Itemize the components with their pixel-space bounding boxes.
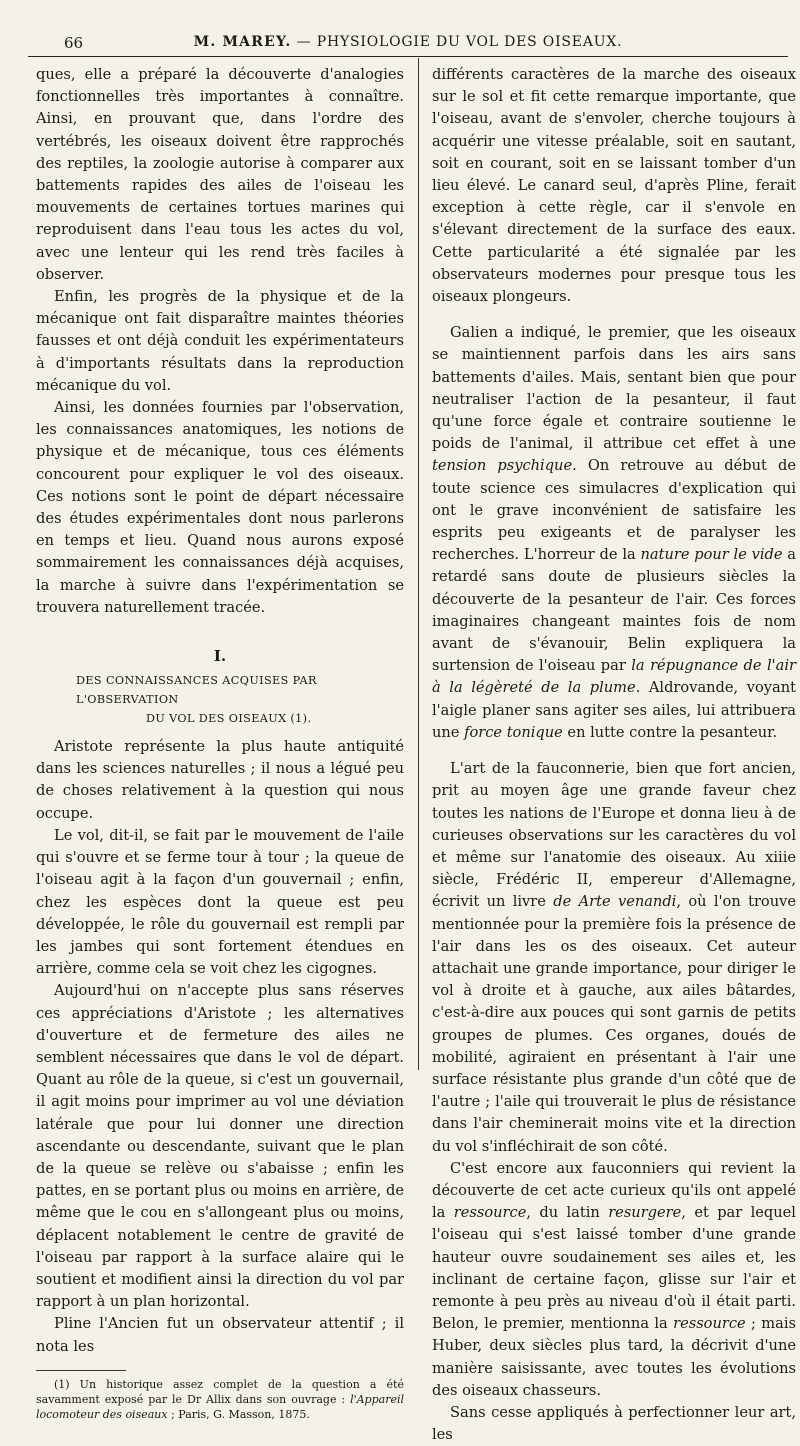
text-run: , et par lequel l'oiseau qui s'est laissé tomber d'une grande hauteur ouvre soudainement ses ailes et, les inclinant de certaine façon, glisse sur l'air et remonte à peu près au niveau d'où il était parti. Belon, le premier, mentionna la [432, 1204, 796, 1333]
footnote [36, 1377, 404, 1422]
paragraph: Aristote représente la plus haute antiquité dans les sciences naturelles ; il nous a légué peu de choses relativement à la question qui nous occupe. [36, 738, 404, 822]
running-header [28, 26, 788, 57]
book-title: PHYSIOLOGIE DU VOL DES OISEAUX. [316, 34, 623, 50]
italic-term: la répugnance de l'air à la légèreté de la plume [432, 657, 796, 697]
title-dash: — [291, 34, 317, 50]
paragraph [432, 322, 796, 744]
running-title [28, 34, 788, 50]
section-title [36, 671, 404, 728]
footnote-text: (1) Un historique assez complet de la question a été savamment exposé par le Dr Allix dans son ouvrage : [36, 1377, 404, 1406]
section-title-line: DU VOL DES OISEAUX (1). [146, 712, 312, 726]
paragraph [432, 758, 796, 1158]
paragraph: Sans cesse appliqués à perfectionner leur art, les [432, 1403, 796, 1444]
section-title-line: DES CONNAISSANCES ACQUISES PAR L'OBSERVATION [76, 674, 317, 707]
paragraph: Pline l'Ancien fut un observateur attentif ; il nota les [36, 1315, 404, 1355]
italic-term: de Arte venandi [553, 893, 677, 911]
paragraph: Le vol, dit-il, se fait par le mouvement de l'aile qui s'ouvre et se ferme tour à tour ; la queue de l'oiseau agit à la façon d'un gouvernail ; enfin, chez les espèces dont la queue est peu développée, le rôle du gouvernail est rempli par les jambes qui sont fortement étendues en arrière, comme cela se voit chez les cigognes. [36, 826, 404, 978]
footnote-rule [36, 1370, 126, 1371]
left-column [36, 64, 404, 1422]
paragraph-gap [432, 744, 796, 758]
text-run: . Aldrovande, voyant l'aigle planer sans agiter ses ailes, lui attribuera une [432, 679, 796, 741]
text-run: a retardé sans doute de plusieurs siècles la découverte de la pesanteur de l'air. Ces forces imaginaires changeant maintes fois de nom avant de s'évanouir, Belin expliquera la surtension de l'oiseau par [432, 546, 797, 675]
italic-term: tension psychique [432, 457, 573, 475]
paragraph: ques, elle a préparé la découverte d'analogies fonctionnelles très importantes à connaître. Ainsi, en prouvant que, dans l'ordre des vertébrés, les oiseaux doivent être rapprochés des reptiles, la zoologie autorise à comparer aux battements rapides des ailes de l'oiseau les mouvements de certaines tortues marines qui reproduisent dans l'eau tous les actes du vol, avec une lenteur qui les rend très faciles à observer. [36, 66, 404, 283]
italic-term: ressource [673, 1315, 746, 1333]
text-run: . On retrouve au début de toute science ces simulacres d'explication qui ont le grave inconvénient de satisfaire les esprits peu exigeants et de paralyser les recherches. L'horreur de la [432, 457, 796, 564]
italic-term: ressource [453, 1204, 527, 1222]
italic-term: resurgere [608, 1204, 682, 1222]
text-run: en lutte contre la pesanteur. [562, 723, 778, 741]
text-run: C'est encore aux fauconniers qui revient la découverte de cet acte curieux qu'ils ont appelé la [432, 1159, 796, 1222]
section-number: I. [213, 647, 227, 666]
paragraph: Ainsi, les données fournies par l'observation, les connaissances anatomiques, les notions de physique et de mécanique, tous ces éléments concourent pour expliquer le vol des oiseaux. Ces notions sont le point de départ nécessaire des études expérimentales dont nous parlerons en temps et lieu. Quand nous aurons exposé sommairement les connaissances déjà acquises, la marche à suivre dans l'expérimentation se trouvera naturellement tracée. [36, 399, 404, 616]
text-run: Galien a indiqué, le premier, que les oiseaux se maintiennent parfois dans les airs sans battements d'ailes. Mais, sentant bien que pour neutraliser l'action de la pesanteur, il faut qu'une force égale et contraire soutienne le poids de l'animal, il attribue cet effet à une [432, 324, 796, 453]
text-run: , où l'on trouve mentionnée pour la première fois la présence de l'air dans les os des oiseaux. Cet auteur attachait une grande importance, pour diriger le vol à droite et à gauche, aux ailes bâtardes, c'est-à-dire aux pouces qui sont garnis de petits groupes de plumes. Ces organes, doués de mobilité, agiraient en présentant à l'air une surface résistante plus grande d'un côté que de l'autre ; l'aile qui trouverait le plus de résistance dans l'air cheminerait moins vite et la direction du vol s'infléchirait de son côté. [432, 893, 796, 1155]
text-run: , du latin [526, 1204, 609, 1222]
right-column [432, 64, 796, 1446]
paragraph: différents caractères de la marche des oiseaux sur le sol et fit cette remarque importante, que l'oiseau, avant de s'envoler, cherche toujours à acquérir une vitesse préalable, soit en sautant, soit en courant, soit en se laissant tomber d'un lieu élevé. Le canard seul, d'après Pline, ferait exception à cette règle, car il s'envole en s'élevant directement de la surface des eaux. Cette particularité a été signalée par les observateurs modernes pour presque tous les oiseaux plongeurs. [432, 66, 796, 306]
italic-term: force tonique [464, 723, 563, 741]
paragraph [432, 1158, 796, 1402]
footnote-book-title: l'Appareil locomoteur des oiseaux [36, 1392, 404, 1421]
author-name: M. MAREY. [193, 34, 292, 50]
column-divider [418, 58, 419, 1070]
paragraph: Enfin, les progrès de la physique et de la mécanique ont fait disparaître maintes théories fausses et ont déjà conduit les expérimentateurs à d'importants résultats dans la reproduction mécanique du vol. [36, 288, 404, 394]
page-number: 66 [64, 34, 84, 52]
italic-term: nature pour le vide [640, 546, 783, 564]
text-run: ; mais Huber, deux siècles plus tard, la décrivit d'une manière saisissante, avec toutes les évolutions des oiseaux chasseurs. [432, 1315, 796, 1399]
footnote-text: ; Paris, G. Masson, 1875. [167, 1407, 310, 1421]
paragraph: Aujourd'hui on n'accepte plus sans réserves ces appréciations d'Aristote ; les alternatives d'ouverture et de fermeture des ailes ne semblent nécessaires que dans le vol de départ. Quant au rôle de la queue, si c'est un gouvernail, il agit moins pour imprimer au vol une déviation latérale que pour lui donner une direction ascendante ou descendante, suivant que le plan de la queue se relève ou s'abaisse ; enfin les pattes, en se portant plus ou moins en arrière, de même que le cou en s'allongeant plus ou moins, déplacent notablement le centre de gravité de l'oiseau par rapport à la surface alaire qui le soutient et modifient ainsi la direction du vol par rapport à un plan horizontal. [36, 982, 404, 1311]
paragraph-gap [432, 308, 796, 322]
text-run: L'art de la fauconnerie, bien que fort ancien, prit au moyen âge une grande faveur chez toutes les nations de l'Europe et donna lieu à de curieuses observations sur les caractères du vol et même sur l'anatomie des oiseaux. Au xiiie siècle, Frédéric II, empereur d'Allemagne, écrivit un livre [432, 760, 796, 911]
